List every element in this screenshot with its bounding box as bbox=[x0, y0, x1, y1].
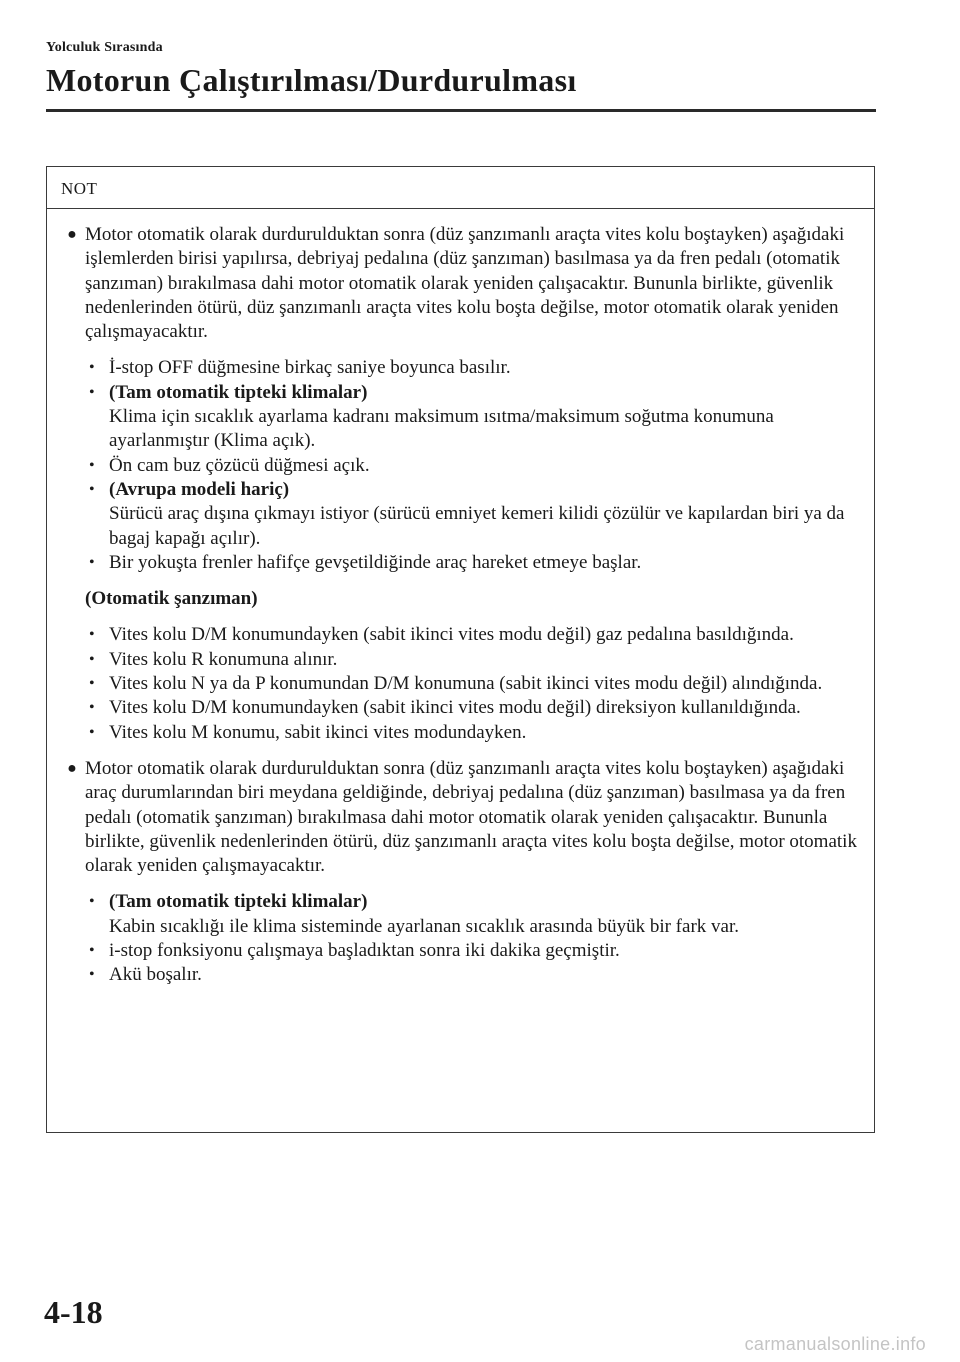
watermark: carmanualsonline.info bbox=[744, 1334, 926, 1354]
sub-bullet-icon: • bbox=[89, 553, 95, 571]
condition-item bbox=[85, 356, 864, 380]
condition-item bbox=[85, 648, 864, 672]
condition-text: Vites kolu R konumuna alınır. bbox=[109, 648, 338, 670]
condition-text: Vites kolu N ya da P konumundan D/M konumuna (sabit ikinci vites modu değil) alındığında. bbox=[109, 673, 823, 695]
condition-item bbox=[85, 551, 864, 575]
sub-bullet-icon: • bbox=[89, 893, 95, 911]
note-header: NOT bbox=[47, 167, 874, 209]
condition-text: Kabin sıcaklığı ile klima sisteminde ayarlanan sıcaklık arasında büyük bir fark var. bbox=[109, 915, 739, 937]
page-title: Motorun Çalıştırılması/Durdurulması bbox=[46, 62, 577, 98]
condition-item bbox=[85, 721, 864, 745]
condition-list bbox=[85, 890, 864, 987]
condition-text: i-stop fonksiyonu çalışmaya başladıktan sonra iki dakika geçmiştir. bbox=[109, 940, 620, 962]
condition-heading: (Avrupa modeli hariç) bbox=[109, 478, 290, 500]
page-number: 4-18 bbox=[44, 1294, 103, 1330]
condition-heading: (Tam otomatik tipteki klimalar) bbox=[109, 891, 368, 913]
condition-item bbox=[85, 623, 864, 647]
sub-bullet-icon: • bbox=[89, 383, 95, 401]
condition-text: İ-stop OFF düğmesine birkaç saniye boyunca basılır. bbox=[109, 357, 511, 379]
bullet-icon: ● bbox=[67, 226, 77, 243]
condition-text: Vites kolu D/M konumundayken (sabit ikinci vites modu değil) gaz pedalına basıldığında. bbox=[109, 624, 794, 646]
note-box bbox=[46, 166, 875, 1133]
sub-bullet-icon: • bbox=[89, 480, 95, 498]
condition-item bbox=[85, 454, 864, 478]
sub-bullet-icon: • bbox=[89, 699, 95, 717]
condition-heading: (Tam otomatik tipteki klimalar) bbox=[109, 381, 368, 403]
condition-text: Akü boşalır. bbox=[109, 964, 202, 986]
note-item bbox=[61, 223, 864, 745]
condition-item bbox=[85, 478, 864, 551]
sub-bullet-icon: • bbox=[89, 650, 95, 668]
condition-item bbox=[85, 963, 864, 987]
condition-item bbox=[85, 696, 864, 720]
sub-bullet-icon: • bbox=[89, 966, 95, 984]
automatic-condition-list bbox=[85, 623, 864, 744]
condition-text: Bir yokuşta frenler hafifçe gevşetildiğinde araç hareket etmeye başlar. bbox=[109, 551, 642, 573]
note-item-text: Motor otomatik olarak durdurulduktan sonra (düz şanzımanlı araçta vites kolu boştayken) aşağıdaki araç durumlarından biri meydana geldiğinde, debriyaj pedalına (düz şanzıman) basılmasa ya da fren pedalı (otomatik şanzıman) bırakılmasa dahi motor otomatik olarak yeniden çalışacaktır. Bununla birlikte, güvenlik nedenlerinden ötürü, düz şanzımanlı araçta vites kolu boşta değilse, motor otomatik olarak yeniden çalışmayacaktır. bbox=[85, 757, 857, 877]
condition-item bbox=[85, 381, 864, 454]
condition-text: Sürücü araç dışına çıkmayı istiyor (sürücü emniyet kemeri kilidi çözülür ve kapılardan biri ya da bagaj kapağı açılır). bbox=[109, 503, 845, 549]
condition-text: Vites kolu M konumu, sabit ikinci vites modundayken. bbox=[109, 721, 527, 743]
note-item-text: Motor otomatik olarak durdurulduktan sonra (düz şanzımanlı araçta vites kolu boştayken) aşağıdaki işlemlerden birisi yapılırsa, debriyaj pedalına (düz şanzıman) basılmasa ya da fren pedalı (otomatik şanzıman) bırakılmasa dahi motor otomatik olarak yeniden çalışacaktır. Bununla birlikte, güvenlik nedenlerinden ötürü, düz şanzımanlı araçta vites kolu boşta değilse, motor otomatik olarak yeniden çalışmayacaktır. bbox=[85, 224, 845, 343]
sub-bullet-icon: • bbox=[89, 675, 95, 693]
condition-item bbox=[85, 672, 864, 696]
condition-item bbox=[85, 939, 864, 963]
note-body bbox=[47, 209, 874, 988]
note-item bbox=[61, 757, 864, 988]
sub-bullet-icon: • bbox=[89, 723, 95, 741]
section-label: Yolculuk Sırasında bbox=[46, 40, 163, 55]
sub-bullet-icon: • bbox=[89, 359, 95, 377]
bullet-icon: ● bbox=[67, 759, 77, 777]
condition-item bbox=[85, 890, 864, 939]
condition-text: Vites kolu D/M konumundayken (sabit ikinci vites modu değil) direksiyon kullanıldığında. bbox=[109, 697, 801, 719]
sub-bullet-icon: • bbox=[89, 942, 95, 960]
sub-bullet-icon: • bbox=[89, 626, 95, 644]
condition-text: Ön cam buz çözücü düğmesi açık. bbox=[109, 454, 370, 476]
condition-list bbox=[85, 356, 864, 575]
group-label: (Otomatik şanzıman) bbox=[85, 588, 258, 610]
condition-text: Klima için sıcaklık ayarlama kadranı maksimum ısıtma/maksimum soğutma konumuna ayarlanmıştır (Klima açık). bbox=[109, 406, 774, 452]
title-rule bbox=[46, 109, 876, 112]
sub-bullet-icon: • bbox=[89, 456, 95, 474]
